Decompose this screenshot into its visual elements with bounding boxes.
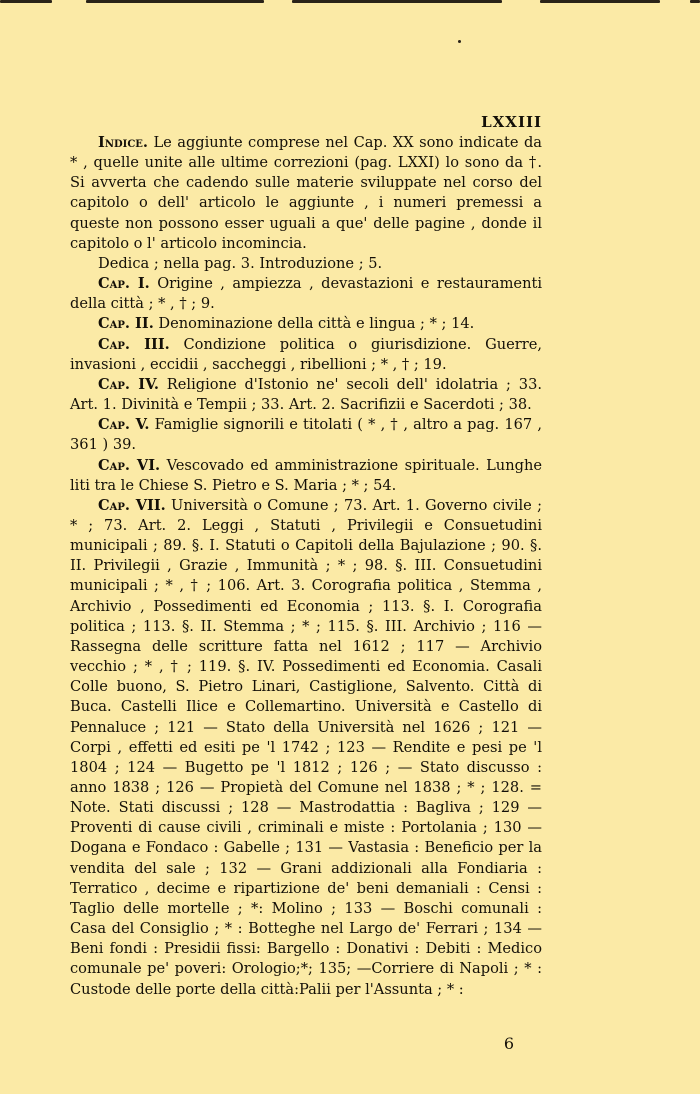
entry-cap-3 bbox=[70, 335, 542, 375]
ink-speck bbox=[458, 40, 461, 43]
signature-mark: 6 bbox=[503, 1034, 514, 1053]
index-label: Indice. bbox=[98, 134, 148, 151]
chapter-label: Cap. V. bbox=[98, 416, 150, 434]
entry-text: Famiglie signorili e titolati ( * , † , altro a pag. 167 , 361 ) 39. bbox=[70, 416, 542, 454]
entry-text: Università o Comune ; 73. Art. 1. Governo civile ; * ; 73. Art. 2. Leggi , Statuti , Privilegii e Consuetudini municipali ; 89. §. I. Statuti o Capitoli della Bajulazione ; 90. §. II. Privilegii , Grazie , Immunità ; * ; 98. §. III. Consuetudini municipali ; * , † ; 106. Art. 3. Corografia politica , Stemma , Archivio , Possedimenti ed Economia ; 113. §. I. Corografia politica ; 113. §. II. Stemma ; * ; 115. §. III. Archivio ; 116 — Rassegna delle scritture fatta nel 1612 ; 117 — Archivio vecchio ; * , † ; 119. §. IV. Possedimenti ed Economia. Casali Colle buono, S. Pietro Linari, Castiglione, Salvento. Città di Buca. Castelli Ilice e Collemartino. Università e Castello di Pennaluce ; 121 — Stato della Università nel 1626 ; 121 — Corpi , effetti ed esiti pe 'l 1742 ; 123 — Rendite e pesi pe 'l 1804 ; 124 — Bugetto pe 'l 1812 ; 126 ; — Stato discusso : anno 1838 ; 126 — Propietà del Comune nel 1838 ; * ; 128. = Note. Stati discussi ; 128 — Mastrodattia : Bagliva ; 129 — Proventi di cause civili , criminali e miste : Portolania ; 130 — Dogana e Fondaco : Gabelle ; 131 — Vastasia : Beneficio per la vendita del sale ; 132 — Grani addizionali alla Fondiaria : Terratico , decime e ripartizione de' beni demaniali : Censi : Taglio delle mortelle ; *: Molino ; 133 — Boschi comunali : Casa del Consiglio ; * : Botteghe nel Largo de' Ferrari ; 134 — Beni fondi : Presidii fissi: Bargello : Donativi : Debiti : Medico comunale pe' poveri: Orologio;*; 135; —Corriere di Napoli ; * : Custode delle porte della città:Palii per l'Assunta ; * : bbox=[70, 496, 542, 998]
entry-cap-6 bbox=[70, 456, 542, 496]
entry-text: Condizione politica o giurisdizione. Guerre, invasioni , eccidii , saccheggi , ribellioni ; * , † ; 19. bbox=[70, 335, 542, 373]
chapter-label: Cap. IV. bbox=[98, 375, 159, 393]
chapter-label: Cap. III. bbox=[98, 335, 170, 353]
chapter-label: Cap. II. bbox=[98, 315, 154, 333]
entry-text: Vescovado ed amministrazione spirituale. Lunghe liti tra le Chiese S. Pietro e S. Maria ; * ; 54. bbox=[70, 456, 542, 494]
index-intro-text: Le aggiunte comprese nel Cap. XX sono indicate da * , quelle unite alle ultime correzioni (pag. LXXI) lo sono da †. Si avverta che cadendo sulle materie sviluppate nel corso del capitolo o dell' articolo le aggiunte , i numeri premessi a queste non possono esser uguali a que' delle pagine , donde il capitolo o l' articolo incomincia. bbox=[70, 134, 543, 252]
index-intro bbox=[70, 133, 542, 254]
chapter-label: Cap. I. bbox=[98, 275, 150, 293]
entry-cap-7 bbox=[70, 496, 542, 1000]
entry-cap-2 bbox=[70, 314, 542, 334]
entry-cap-4 bbox=[70, 375, 542, 415]
page-body bbox=[70, 112, 542, 1000]
entry-text: Dedica ; nella pag. 3. Introduzione ; 5. bbox=[98, 254, 383, 272]
entry-text: Denominazione della città e lingua ; * ; 14. bbox=[153, 315, 475, 333]
entry-cap-5 bbox=[70, 415, 542, 455]
entry-text: Origine , ampiezza , devastazioni e restauramenti della città ; * , † ; 9. bbox=[70, 275, 542, 313]
entry-dedica bbox=[70, 254, 542, 274]
page-number-roman: LXXIII bbox=[481, 113, 542, 131]
entry-text: Religione d'Istonio ne' secoli dell' idolatria ; 33. Art. 1. Divinità e Tempii ; 33. Art. 2. Sacrifizii e Sacerdoti ; 38. bbox=[70, 375, 542, 414]
top-border bbox=[0, 0, 700, 12]
entry-cap-1 bbox=[70, 274, 542, 314]
chapter-label: Cap. VI. bbox=[98, 456, 161, 474]
chapter-label: Cap. VII. bbox=[98, 496, 166, 514]
